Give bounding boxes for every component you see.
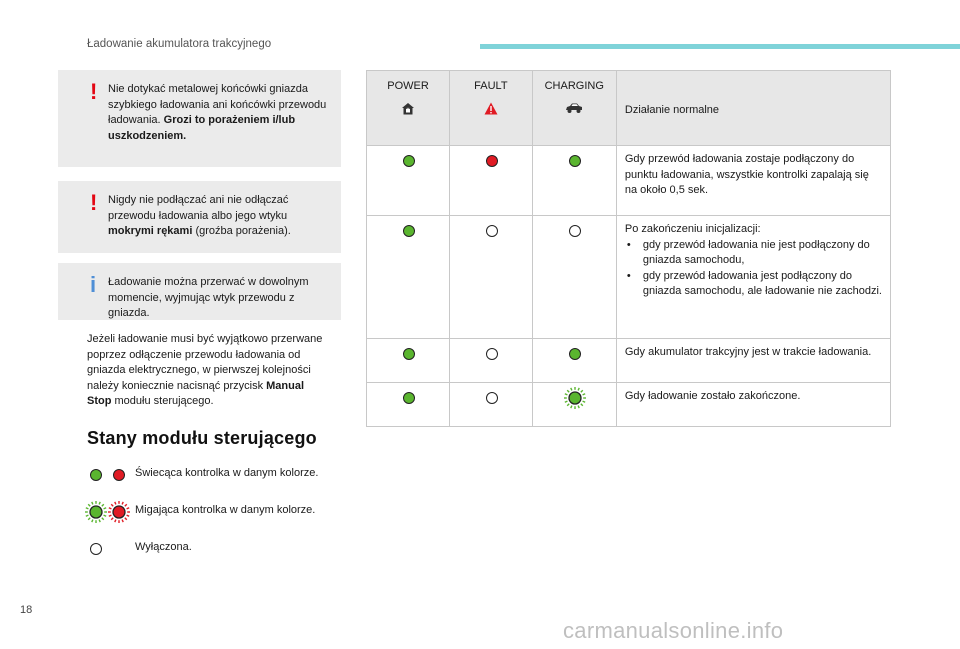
legend-text: Migająca kontrolka w danym kolorze.: [135, 504, 316, 516]
info-box: [58, 263, 341, 320]
green-lamp-icon: [90, 469, 102, 481]
watermark-text: carmanualsonline.info: [563, 618, 784, 643]
warning-text-1: Nie dotykać metalowej końcówki gniazda szybkiego ładowania ani końcówki przewodu ładowania. Grozi to porażeniem i/lub uszkodzeniem.: [108, 83, 327, 142]
green-blinking-lamp-icon: [84, 500, 108, 524]
green-blinking-lamp-icon: [563, 386, 587, 410]
body-paragraph: Jeżeli ładowanie musi być wyjątkowo przerwane poprzez odłączenie przewodu ładowania od gniazda elektrycznego, w pierwszej kolejności należy koniecznie nacisnąć przycisk Manual Stop modułu sterującego.: [87, 333, 323, 407]
row-description: Gdy przewód ładowania zostaje podłączony do punktu ładowania, wszystkie kontrolki zapalają się na około 0,5 sek.: [616, 146, 890, 216]
states-table: [366, 70, 891, 427]
column-header-power: POWER: [367, 71, 450, 146]
red-lamp-icon: [113, 469, 125, 481]
danger-icon: !: [90, 190, 98, 215]
table-header-row: [367, 71, 891, 146]
green-lamp-icon: [569, 348, 581, 360]
table-row: [367, 383, 891, 427]
red-blinking-lamp-icon: [107, 500, 131, 524]
header-desc-cell: Działanie normalne: [616, 71, 890, 146]
legend-text: Świecąca kontrolka w danym kolorze.: [135, 467, 319, 479]
row-description: Po zakończeniu inicjalizacji: • gdy przewód ładowania nie jest podłączony do gniazda samochodu, • gdy przewód ładowania jest podłączony do gniazda samochodu, ale ładowanie nie zachodzi.: [616, 216, 890, 339]
off-lamp-icon: [486, 225, 498, 237]
page-header-title: Ładowanie akumulatora trakcyjnego: [87, 38, 272, 50]
warning-triangle-icon: [484, 102, 498, 115]
warning-box-2: [58, 181, 341, 253]
off-lamp-icon: [569, 225, 581, 237]
info-text: Ładowanie można przerwać w dowolnym momencie, wyjmując wtyk przewodu z gniazda.: [108, 276, 309, 319]
table-row: [367, 339, 891, 383]
danger-icon: !: [90, 79, 98, 104]
green-lamp-icon: [403, 155, 415, 167]
off-lamp-icon: [486, 392, 498, 404]
info-icon: i: [90, 272, 97, 297]
green-lamp-icon: [403, 392, 415, 404]
green-lamp-icon: [403, 225, 415, 237]
table-row: [367, 146, 891, 216]
legend-text: Wyłączona.: [135, 541, 192, 553]
off-lamp-icon: [90, 543, 102, 555]
off-lamp-icon: [486, 348, 498, 360]
column-header-charging: CHARGING: [532, 71, 616, 146]
table-row: [367, 216, 891, 339]
column-header-fault: FAULT: [450, 71, 533, 146]
house-plug-icon: [401, 102, 415, 116]
warning-text-2: Nigdy nie podłączać ani nie odłączać przewodu ładowania albo jego wtyku mokrymi rękami (groźba porażenia).: [108, 194, 291, 237]
green-lamp-icon: [569, 155, 581, 167]
row-description: Gdy ładowanie zostało zakończone.: [616, 383, 890, 427]
car-icon: [565, 102, 583, 114]
green-lamp-icon: [403, 348, 415, 360]
red-lamp-icon: [486, 155, 498, 167]
section-title: Stany modułu sterującego: [87, 428, 317, 448]
list-item: • gdy przewód ładowania nie jest podłączony do gniazda samochodu,: [625, 238, 882, 269]
list-item: • gdy przewód ładowania jest podłączony do gniazda samochodu, ale ładowanie nie zachodzi.: [625, 269, 882, 300]
warning-box-1: [58, 70, 341, 167]
row-description: Gdy akumulator trakcyjny jest w trakcie ładowania.: [616, 339, 890, 383]
header-accent-bar: [480, 44, 960, 49]
page-number: 18: [20, 604, 33, 616]
